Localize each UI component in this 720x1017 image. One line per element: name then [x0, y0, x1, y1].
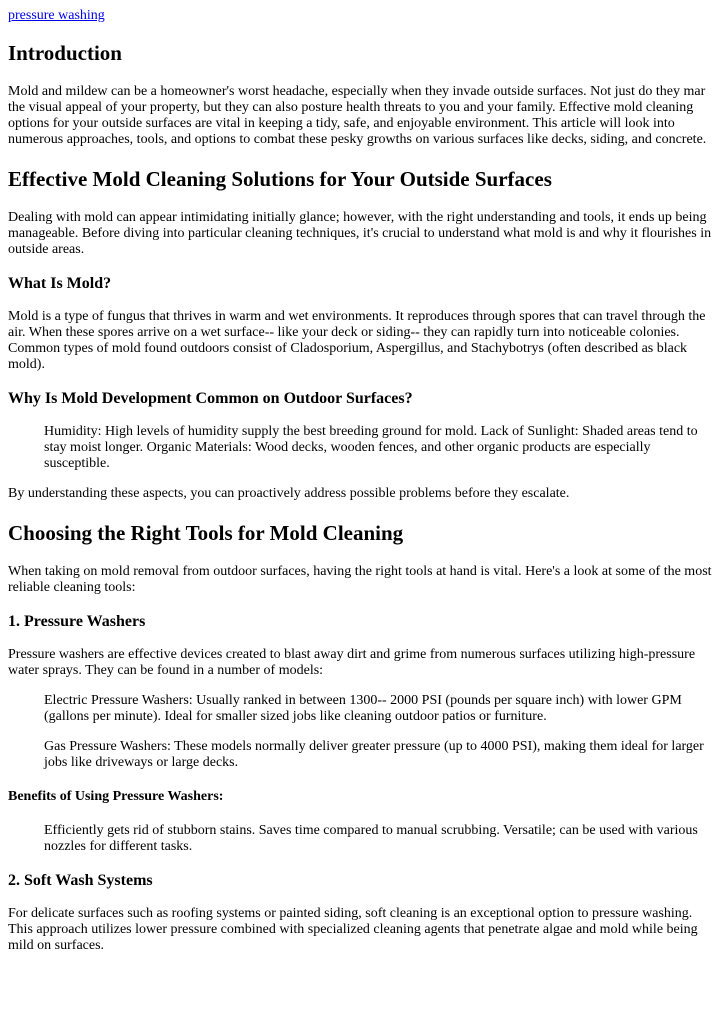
soft-wash-paragraph: For delicate surfaces such as roofing systems or painted siding, soft cleaning is an exceptional option to pressure washing. This approach utilizes lower pressure combined with specialized cleaning agents that penetrate algae and mold while being mild on surfaces. — [8, 906, 698, 953]
soft-wash-heading: 2. Soft Wash Systems — [8, 872, 153, 889]
tools-paragraph: When taking on mold removal from outdoor surfaces, having the right tools at hand is vital. Here's a look at some of the most reliable cleaning tools: — [8, 564, 712, 595]
why-mold-heading: Why Is Mold Development Common on Outdoor Surfaces? — [8, 390, 413, 407]
benefits-heading: Benefits of Using Pressure Washers: — [8, 789, 224, 804]
what-is-mold-heading: What Is Mold? — [8, 275, 112, 292]
what-is-mold-paragraph: Mold is a type of fungus that thrives in warm and wet environments. It reproduces through spores that can travel through the air. When these spores arrive on a wet surface-- like your deck or siding-- they can rapidly turn into noticeable colonies. Common types of mold found outdoors consist of Cladosporium, Aspergillus, and Stachybotrys (often described as black mold). — [8, 309, 706, 372]
electric-pressure-washers: Electric Pressure Washers: Usually ranked in between 1300-- 2000 PSI (pounds per square inch) with lower GPM (gallons per minute). Ideal for smaller sized jobs like cleaning outdoor patios or furniture. — [44, 693, 682, 724]
solutions-heading: Effective Mold Cleaning Solutions for Your Outside Surfaces — [8, 167, 552, 191]
benefits-quote-text: Efficiently gets rid of stubborn stains. Saves time compared to manual scrubbing. Versatile; can be used with various nozzles for different tasks. — [44, 823, 698, 854]
pressure-washers-paragraph: Pressure washers are effective devices created to blast away dirt and grime from numerous surfaces utilizing high-pressure water sprays. They can be found in a number of models: — [8, 647, 696, 678]
tools-heading: Choosing the Right Tools for Mold Cleaning — [8, 521, 404, 545]
benefits-quote — [44, 823, 712, 855]
pressure-washer-models — [44, 693, 712, 771]
intro-heading: Introduction — [8, 41, 122, 65]
pressure-washers-heading: 1. Pressure Washers — [8, 613, 146, 630]
pressure-washing-link[interactable]: pressure washing — [8, 8, 105, 23]
intro-paragraph: Mold and mildew can be a homeowner's worst headache, especially when they invade outside surfaces. Not just do they mar the visual appeal of your property, but they can also posture health threats to you and your family. Effective mold cleaning options for your outside surfaces are vital in keeping a tidy, safe, and enjoyable environment. This article will look into numerous approaches, tools, and options to combat these pesky growths on various surfaces like decks, siding, and concrete. — [8, 84, 707, 147]
why-mold-paragraph: By understanding these aspects, you can proactively address possible problems before they escalate. — [8, 486, 570, 501]
gas-pressure-washers: Gas Pressure Washers: These models normally deliver greater pressure (up to 4000 PSI), making them ideal for larger jobs like driveways or large decks. — [44, 739, 704, 770]
why-mold-quote — [44, 424, 712, 472]
solutions-paragraph: Dealing with mold can appear intimidating initially glance; however, with the right understanding and tools, it ends up being manageable. Before diving into particular cleaning techniques, it's crucial to understand what mold is and why it flourishes in outside areas. — [8, 210, 712, 257]
why-mold-quote-text: Humidity: High levels of humidity supply the best breeding ground for mold. Lack of Sunlight: Shaded areas tend to stay moist longer. Organic Materials: Wood decks, wooden fences, and other organic products are especially susceptible. — [44, 424, 698, 471]
